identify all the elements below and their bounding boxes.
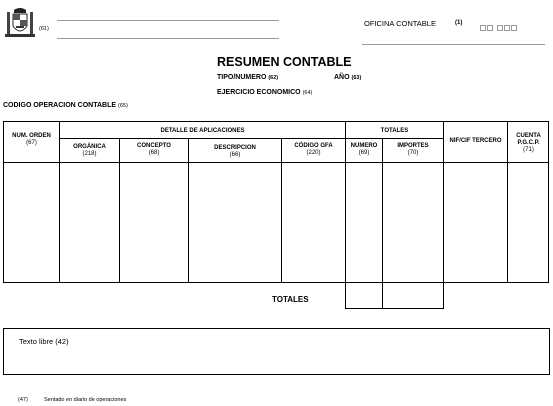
organica-header: ORGÁNICA (218) — [73, 144, 106, 157]
footer-code: (47) — [18, 397, 28, 403]
numero-header: NUMERO (69) — [350, 143, 378, 156]
detalle-header: DETALLE DE APLICACIONES — [160, 128, 245, 134]
ejercicio-label: EJERCICIO ECONOMICO (64) — [217, 89, 313, 96]
totales-numero-cell[interactable] — [345, 282, 383, 309]
anio-label: AÑO (63) — [334, 74, 362, 81]
nif-header: NIF/CIF TERCERO — [449, 138, 502, 144]
totales-importes-cell[interactable] — [382, 282, 444, 309]
codigo-label: CODIGO OPERACION CONTABLE (65) — [3, 102, 128, 109]
coat-of-arms-icon — [4, 6, 36, 40]
page-title: RESUMEN CONTABLE — [217, 55, 352, 69]
footer-text: Sentado en diario de operaciones — [44, 397, 127, 403]
crest-code: (61) — [39, 26, 49, 32]
gfa-header: CÓDIGO GFA (220) — [294, 143, 333, 156]
totales-row-label: TOTALES — [272, 295, 309, 304]
texto-libre-label: Texto libre (42) — [19, 337, 69, 346]
oficina-code: (1) — [455, 20, 463, 26]
totales-group-header: TOTALES — [380, 128, 409, 134]
tipo-label: TIPO/NUMERO (62) — [217, 74, 279, 81]
header-line-top — [57, 20, 279, 21]
importes-header: IMPORTES (70) — [397, 143, 429, 156]
oficina-line — [362, 44, 545, 45]
header-line-bottom — [57, 38, 279, 39]
descripcion-header: DESCRIPCION (66) — [214, 145, 256, 158]
texto-libre-box[interactable] — [3, 328, 550, 375]
concepto-header: CONCEPTO (68) — [137, 143, 171, 156]
oficina-boxes[interactable] — [480, 18, 518, 36]
cuenta-header: CUENTA P.G.C.P. (71) — [516, 133, 541, 153]
num-orden-header: NUM. ORDEN (67) — [12, 133, 51, 146]
oficina-label: OFICINA CONTABLE — [364, 19, 436, 28]
